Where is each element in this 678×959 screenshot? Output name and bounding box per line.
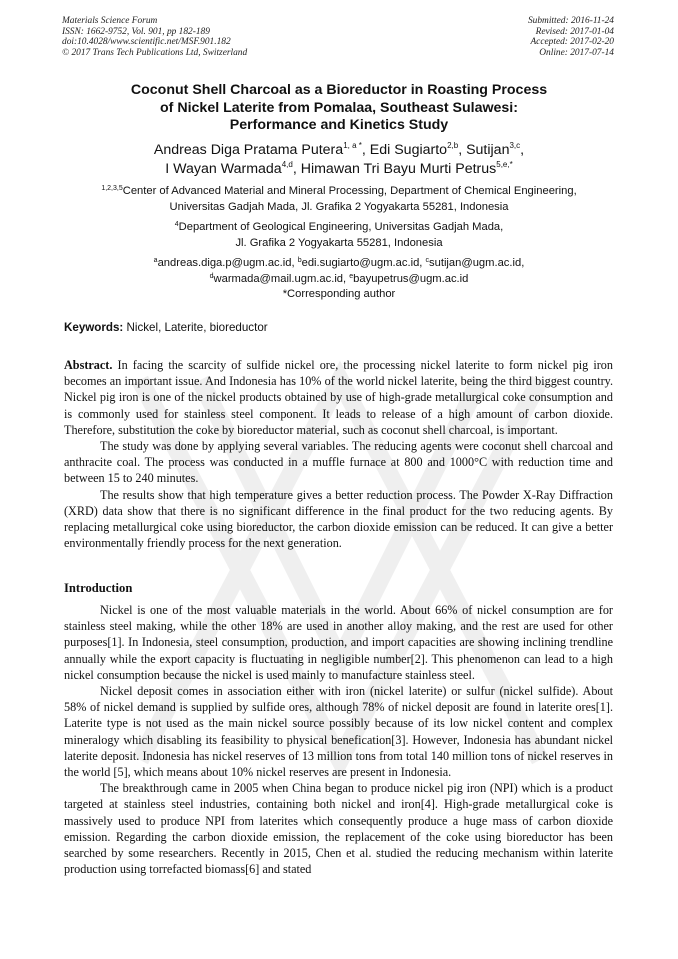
- email-mark: c: [425, 257, 430, 264]
- affiliation-line: [62, 220, 616, 236]
- author-list: [62, 141, 616, 179]
- author-line: Andreas Diga Pratama Putera$^{1, a *}$, Edi Sugiarto$^{2,b}$, Sutijan$^{3,c}$,: [153, 141, 525, 158]
- author-name: Andreas Diga Pratama Putera: [153, 142, 344, 158]
- email-mark: d: [209, 272, 214, 280]
- email-mark: b: [297, 257, 302, 264]
- author-affil-mark: 5,e,*: [496, 160, 513, 169]
- author-name: Himawan Tri Bayu Murti Petrus: [300, 161, 497, 177]
- abstract-paragraph: The results show that high temperature gives a better reduction process. The Powder X-Ray Diffraction (XRD) data show that there is no significant difference in the final product for the two reducing agents. By replacing metallurgical coke using bioreductor, the carbon dioxide emission can be reduced. It can give a better environmentally friendly process for the next generation.: [64, 487, 613, 551]
- email-link[interactable]: bayupetrus@ugm.ac.id: [353, 272, 469, 285]
- introduction-heading: Introduction: [64, 581, 133, 595]
- author-affil-mark: 4,d: [281, 160, 293, 169]
- email-link[interactable]: sutijan@ugm.ac.id,: [429, 257, 525, 269]
- author-name: Edi Sugiarto: [369, 142, 448, 158]
- header-right: [528, 16, 614, 58]
- header-left: [62, 16, 247, 58]
- keywords-text: Nickel, Laterite, bioreductor: [126, 321, 268, 334]
- email-line: [62, 272, 616, 288]
- affiliation-text: Center of Advanced Material and Mineral Processing, Department of Chemical Engineering,: [122, 185, 577, 197]
- introduction-paragraph: The breakthrough came in 2005 when China began to produce nickel pig iron (NPI) which is a product targeted at stainless steel industries, containing both nickel and iron[4]. High-grade metallurgical coke is massively used to produce NPI from laterites which consequently produce a huge mass of carbon dioxide emission. Regarding the carbon dioxide emission, the replacement of the coke using bioreductor has been searched by some researchers. Recently in 2015, Chen et al. studied the reducing mechanism within laterite production using torrefacted biomass[6] and stated: [64, 781, 613, 877]
- email-block: [62, 256, 616, 303]
- title-line: Performance and Kinetics Study: [229, 117, 449, 134]
- abstract-section: [64, 357, 613, 551]
- affil-mark: 1,2,3,5: [101, 185, 123, 192]
- keywords-label: Keywords:: [64, 321, 124, 334]
- introduction-paragraph: Nickel deposit comes in association either with iron (nickel laterite) or sulfur (nickel sulfide). About 58% of nickel demand is supplied by sulfide ores, although 78% of nickel deposit are found in laterite ores[1]. Laterite type is not used as the main nickel source possibly because of its low nickel content and complex mineralogy which disabling its feasibility to physical benefication[3]. However, Indonesia has abundant nickel laterite deposit. Indonesia has nickel reserves of 13 million tons from total 140 million tons of nickel reserves in the world [5], which means about 10% nickel reserves are present in Indonesia.: [64, 684, 613, 780]
- affiliation-text: Department of Geological Engineering, Universitas Gadjah Mada,: [178, 221, 504, 233]
- introduction-section: [64, 602, 613, 877]
- keywords-line: [64, 321, 268, 334]
- online-date: Online: 2017-07-14: [539, 47, 614, 58]
- email-mark: e: [349, 272, 354, 280]
- issn-line: ISSN: 1662-9752, Vol. 901, pp 182-189: [62, 26, 210, 37]
- author-line: I Wayan Warmada$^{4,d}$, Himawan Tri Bayu Murti Petrus$^{5,e,*}$: [165, 160, 513, 177]
- abstract-paragraph: [64, 357, 613, 438]
- author-affil-mark: 1, a *: [343, 141, 362, 150]
- title-line: of Nickel Laterite from Pomalaa, Southeast Sulawesi:: [160, 99, 518, 116]
- submitted-date: Submitted: 2016-11-24: [527, 16, 614, 26]
- revised-date: Revised: 2017-01-04: [535, 26, 614, 37]
- affiliation-line: Universitas Gadjah Mada, Jl. Grafika 2 Yogyakarta 55281, Indonesia: [169, 200, 509, 213]
- affiliation-2: [62, 220, 616, 251]
- accepted-date: Accepted: 2017-02-20: [530, 37, 614, 48]
- abstract-text: In facing the scarcity of sulfide nickel ore, the processing nickel laterite to form nickel pig iron becomes an important issue. And Indonesia has 10% of the world nickel laterite, being the third biggest country. Nickel pig iron is one of the nickel products obtained by use of high-grade metallurgical coke consumption and is commonly used for stainless steel component. It leads to release of a high amount of carbon dioxide. Therefore, substitution the coke by bioreductor material, such as coconut shell charcoal, is important.: [64, 358, 613, 437]
- author-name: Sutijan: [466, 142, 510, 158]
- affiliation-1: [62, 184, 616, 215]
- affiliation-line: Jl. Grafika 2 Yogyakarta 55281, Indonesia: [235, 236, 443, 249]
- introduction-paragraph: Nickel is one of the most valuable materials in the world. About 66% of nickel consumption are for stainless steel making, while the other 18% are used in another alloy making, and the rest are used for other purposes[1]. In Indonesia, steel consumption, production, and import capacities are showing inclining trendline annually while the export capacity is fluctuating in negligible number[2]. This phenomenon can lead to a high nickel consumption because the nickel is used mainly to manufacture stainless steel.: [64, 603, 613, 682]
- title-line: Coconut Shell Charcoal as a Bioreductor in Roasting Process: [130, 82, 548, 98]
- email-link[interactable]: edi.sugiarto@ugm.ac.id,: [301, 257, 423, 269]
- abstract-paragraph: The study was done by applying several variables. The reducing agents were coconut shell charcoal and anthracite coal. The process was conducted in a muffle furnace at 800 and 1000°C with reduction time and between 15 to 240 minutes.: [64, 439, 613, 486]
- journal-header: [62, 16, 614, 58]
- affiliation-line: [62, 184, 616, 200]
- corresponding-author-note: *Corresponding author: [282, 288, 396, 300]
- email-line: [62, 256, 616, 272]
- copyright-line: © 2017 Trans Tech Publications Ltd, Switzerland: [62, 47, 248, 58]
- abstract-label: Abstract.: [64, 358, 113, 372]
- email-link[interactable]: warmada@mail.ugm.ac.id,: [213, 272, 347, 285]
- author-affil-mark: 3,c: [509, 141, 521, 150]
- email-link[interactable]: andreas.diga.p@ugm.ac.id,: [157, 257, 295, 269]
- author-affil-mark: 2,b: [447, 141, 459, 150]
- doi-line[interactable]: doi:10.4028/www.scientific.net/MSF.901.182: [62, 37, 231, 48]
- affil-mark: 4: [174, 221, 179, 228]
- paper-title: [62, 82, 616, 135]
- journal-name: Materials Science Forum: [62, 16, 158, 26]
- email-mark: a: [153, 257, 158, 264]
- author-name: I Wayan Warmada: [165, 161, 282, 177]
